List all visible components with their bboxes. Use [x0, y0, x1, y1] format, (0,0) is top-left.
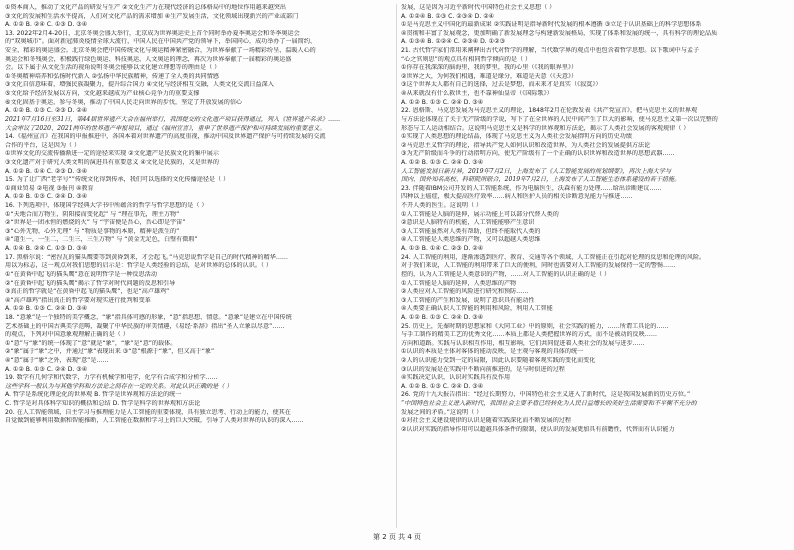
text-line: 26. 党的十九大报告指出：“经过长期努力，中国特色社会主义进入了新时代，这是我国发展新的历史方位。”: [401, 391, 691, 399]
text-line: ④从来就没有什么救世主，也不靠神仙皇帝（《国际歌》）: [401, 90, 553, 98]
text-line: A. ①② B. ①③ C. ②④ D. ③④: [5, 365, 88, 373]
text-line: ①“意”与“象”的统一体现了“意”就是“象”，“象”是“意”的载体。: [5, 339, 177, 347]
text-line: ②“象”属于“象”之中，并通过“象”表现出来 ③“意”根源于“象”，但又高于“象”: [5, 348, 215, 356]
text-line: 国内、国外知名高校、科研院所联合，2019年7月2日，上海发布了人工智能生态体系建设的若干措施。: [401, 176, 681, 184]
text-line: ②马克思主义哲学的理论，指导共产党人如何认识和改造世界，为人类社会的发展提供方法论: [401, 141, 651, 149]
text-line: ①人工智能是人脑的延伸，人类思维的产物: [401, 279, 517, 287]
text-line: A. ①② B. ①③ C. ②④ D. ③④: [401, 382, 484, 390]
text-line: 17. 黑格尔说：“密涅瓦的猫头鹰要等到黄昏到来，才会起飞。”马克思说哲学是自己的时代精神的精华……: [5, 253, 289, 261]
text-line: 18. “意象”是一个独特的美学概念，“象”指具体可感的形象，“意”指思想、情意。“意象”是建立在中国传统: [5, 313, 292, 321]
text-line: 控的，认为人工智能是人类意识的产物，……对人工智能的认识正确的是（ ）: [401, 270, 611, 278]
text-line: ③认识的发展是在实践中不断向前推进的，是与时俱进的过程: [401, 365, 565, 373]
text-line: ②人的认识能力受到一定的局限，因此认识要随着客观实践的变化而变化: [401, 356, 596, 364]
text-line: 与手工制作的精美工艺的优秀文化……本质上都是人类把握世界的方式，而不是被动的反映……: [401, 331, 657, 339]
text-line: 安全、精彩的奥运盛会。北京冬奥会把中国传统文化与奥运精神紧密融合，为世界奉献了一场精彩纷呈、温暖人心的: [5, 47, 316, 55]
text-line: ②认识对实践的指导作用可以超越具体条件的限制，使认识的发展更加具有前瞻性，代替而有认识能力: [401, 425, 675, 433]
text-line: ④实践决定认识，认识对实践具有反作用: [401, 374, 511, 382]
text-line: 25. 历史上，先秦时期的思想家和《大同工业》中的原则，社会实践的能力，……所谓工具论的……: [401, 322, 669, 330]
text-line: ④人工智能是人类思维的产物，又可以超越人类思维: [401, 236, 541, 244]
text-line: ②“在黄昏中起飞的猫头鹰”揭示了哲学对时代问题的反思和引导: [5, 279, 176, 287]
text-line: ③这个世界太人都有自己的选择，过去是梦想，而未来才是真实（《寂寞》）: [401, 81, 602, 89]
text-line: 19. 数学有几何学和代数学，力学有机械学和电学，化学有合成学和分析学……: [5, 374, 218, 382]
text-line: 人工智能发展日新月异，2019年7月2日，上海发布了《人工智能发展的规划纲要》，再次上海大学与: [401, 167, 672, 175]
text-line: 艺术基础上的中国古典美学范畴，凝聚了中华民族的审美情趣，《易经·系辞》指出“圣人立象以尽意”……: [5, 322, 285, 330]
text-line: 不开人类的医生。这说明（ ）: [401, 202, 483, 210]
text-line: “心之官则思”的观点具有相同哲学倾向的是（ ）: [401, 55, 532, 63]
text-line: 发展，这是因为习近平新时代中国特色社会主义思想（ ）: [401, 4, 556, 11]
text-line: A. ①② B. ①③ C. ②③ D. ②④: [5, 107, 88, 115]
text-line: ②世界之大，为何我们相遇，难道是缘分，难道是天意（《天意》）: [401, 72, 578, 80]
text-line: 14.《福州宣言》在我国的申报推进中，各国本着对世界遗产的高度重视，推动中国及世界遗产保护与可持续发展的交流: [5, 133, 326, 141]
text-line: 方向和道路。实践与认识相互作用，相互影响，它们共同促进着人类社会的发展与进步……: [401, 339, 645, 347]
text-line: ⑥文化固基于奥运，参与冬奥，推动了中国人民走向世界的步伐，坚定了开放发展的信心: [5, 98, 243, 106]
text-line: ⑤文化给予经济发展以方向，文化越来越成为产业核心竞争力的重要支撑: [5, 90, 200, 98]
text-line: ①是马克思主义中国化的最新成果 ②实践证明是指导新时代发展的根本遵循 ③立足于认识基础上的科学思想体系: [401, 21, 702, 29]
text-line: ①“天地合而万物生，阴阳接而变化起” 与 “理在事先，理主万物”: [5, 210, 180, 218]
text-line: 与方法论体现在了关于无产阶级的学说，写下了在全世界的人民中间产生了巨大的影响，使马克思主义第一次以完整的: [401, 115, 718, 123]
text-line: ①冬奥精神培养和弘扬时代新人 ②弘扬中华民族精神，传递了全人类的共同情感: [5, 72, 219, 80]
text-line: ④“意”属于“象”之外，表现“意”是……: [5, 356, 109, 364]
text-line: 大会审议了2020、2021两年的世界遗产申报项目，通过《福州宣言》，重申了世界遗产保护和可持续发展的重要意义。: [5, 124, 326, 132]
text-line: A. ①② B. ②④ C. ①③ D. ③④: [5, 21, 88, 29]
text-line: ③“心外无物，心外无理” 与 “物质是事物的本原，精神是派生的”: [5, 227, 180, 235]
text-line: 2021年7月16日至31日，第44届世界遗产大会在福州举行，我国提交的文化遗产项目获得通过，列入《世界遗产名录》……: [5, 115, 341, 123]
text-line: A. ①② B. ①③ C. ②④ D. ③④: [401, 313, 484, 321]
column-divider: [396, 4, 397, 528]
text-line: A. ①② B. ①③ C. ②④ D. ③④: [5, 193, 88, 201]
text-line: ③文化的发展和生活水平提高，人们对文化产品的需求增加 ④生产发展生活，文化领域出现新兴的产业或部门: [5, 12, 299, 20]
text-line: ③人工智能的产生和发展，说明了意识具有能动性: [401, 296, 535, 304]
text-line: A. ①② B. ①③ C. ②④ D. ③④: [401, 158, 484, 166]
text-line: 16. 下列选项中，体现国学经典大学书中所蕴含的哲学与哲学思想的是（ ）: [5, 202, 208, 210]
text-line: ④贯彻和丰富了发展观念，更加明确了新发展理念与构建新发展格局，实现了体系和发展的统一，具有科学的理论品质: [401, 29, 718, 37]
text-line: 24. 人工智能的利用，逐渐渗透到医疗、教育、交通等各个领域，人工智能正在引起对伦理的反思和伦理的风险。: [401, 253, 706, 261]
text-line: 四种以上癌症，极大提高医疗效率……病人和医护人员的相关诊断意见能力与推进……: [401, 193, 633, 201]
text-line: ③为无产阶级而斗争的行动指明方向，使无产阶级有了一个正确的认识世界和改造世界的思想武器……: [401, 150, 675, 158]
text-line: ②意识是人脑特有的机能，人工智能能够产生意识: [401, 219, 535, 227]
text-line: ④“高卢雄鸡”指出真正的哲学要对现实进行批判和变革: [5, 296, 151, 304]
text-line: A. ①② B. ①③ C. ②④ D. ③④: [5, 305, 88, 313]
text-line: ③文化自信意味着，增强民族凝聚力，提升综合国力 ④文化与经济相互交融，人类文化交流日益深入: [5, 81, 274, 89]
text-line: 13. 2022年2月4-20日，北京冬奥会盛大举行，北京成为世界奥运史上首个同时举办夏季奥运会和冬季奥运会: [5, 29, 300, 37]
text-line: 对于我们来说，人工智能的利用带来了巨大的便利，同时也需要对人工智能的发展保持一定的警惕……: [401, 262, 676, 270]
text-line: ①“在黄昏中起飞的猫头鹰”意在说明哲学是一种反思活动: [5, 270, 157, 278]
text-line: ①资本商人，推动了文化产品的研发与生产 ②文化生产力在现代经济的总体格局中的地位作用越来越突出: [5, 4, 286, 11]
text-line: A. 哲学是系统化理论化的世界观 B. 哲学是世界观和方法论的统一: [5, 391, 182, 399]
text-line: 自觉做到能够利用数据和智能推断，人工智能在数据和学习上的巨大突破，引导了人类对世界的认识的深入……: [5, 417, 304, 425]
text-line: ①你存在我深深的脑海里，我的梦里，我的心里（《我的眼界里》）: [401, 64, 578, 72]
text-line: ①商业贸易 ②电视 ③报刊 ④教育: [5, 184, 94, 192]
text-line: ④人类要正确认识人工智能的利用和风险，利用人工智能: [401, 305, 553, 313]
text-line: 23. 伴随着IBM公司开发的人工智能系统，作为电脑医生，沃森有能力处理……给出诊断建议……: [401, 184, 662, 192]
text-line: A. ①③④ B. ①②④ C. ②③④ D. ①②③: [401, 38, 506, 46]
text-line: ③真正的哲学就是“在黄昏中起飞的猫头鹰”，也是“高卢雄鸡”: [5, 288, 170, 296]
text-line: ①世界文化的交流传播渐进一定的途径来实现 ②文化遗产是民族文化的集中展示: [5, 150, 219, 158]
text-line: 合作的平台，这是因为（ ）: [5, 141, 81, 149]
text-line: 用以为标志，这一观点对我们思想的启示是：哲学是人类经验的总结，是对世界的总体的认识。（ ）: [5, 262, 273, 270]
text-line: ②“世界是一团永恒的燃烧的火” 与 “宇宙便是吾心，吾心即是宇宙”: [5, 219, 186, 227]
text-line: 21. 古代哲学家们常用来阐释出古代对哲学的理解，当代数学界的观点中也包含着哲学思想。以下歌词中与孟子: [401, 47, 700, 55]
text-line: ③文化遗产对于研究人类文明的演进具有重要意义 ④文化是民族的，又是世界的: [5, 158, 219, 166]
text-line: A. ①②④ B. ①③ C. ②③④ D. ②④: [401, 12, 495, 20]
text-line: C. 哲学是对具体科学知识的概括和总结 D. 哲学是科学的世界观和方法论: [5, 400, 201, 408]
text-line: 20. 在人工智能领域，自主学习与推理能力是人工智能的重要体现，具有独立思考、行动上的能力，使其在: [5, 408, 291, 416]
text-line: A. ①② B. ①③ C. ②④ D. ③④: [401, 98, 484, 106]
left-column: [5, 4, 391, 528]
text-line: ④“道生一，一生二，二生三，三生万物” 与 “黄金无足色，白璧有微瑕”: [5, 236, 198, 244]
text-line: ②人类应对人工智能的风险进行研究和预防……: [401, 288, 529, 296]
text-line: “中国特色社会主义进入新时代，我国社会主要矛盾已经转化为人民日益增长的美好生活需要和不平衡不充分的: [401, 400, 697, 408]
text-line: ①认识的本质是主体对客体的能动反映，是主观与客观的具体的统一: [401, 348, 584, 356]
text-line: ①人工智能是人脑的延伸，展示功能上可以部分代替人类的: [401, 210, 559, 218]
right-column: [401, 4, 787, 528]
text-line: ①对社会主义建设规律的认识是随着实践深化而不断发展的过程: [401, 417, 571, 425]
text-line: 发展之间的矛盾。”这说明（ ）: [401, 408, 483, 416]
text-line: 形态与工人运动相结合。这说明马克思主义是科学的世界观和方法论，揭示了人类社会发展的客观规律（ ）: [401, 124, 690, 132]
text-line: 会。以下属于从文化生活的视角说明冬奥会能够以文化建立理想等的理由是（ ）: [5, 64, 221, 72]
text-line: 的观点，下列对中国意象观理解正确的是（ ）: [5, 331, 129, 339]
text-line: ①实现了人类思想的理论结晶，体现了马克思主义为人类社会发展指明方向的历史功绩: [401, 133, 632, 141]
text-line: 22. 恩格斯、马克思发展为马克思主义的理论，1848年2月在伦敦发表《共产党宣言》，把马克思主义的世界观: [401, 107, 698, 115]
text-line: 这些学科一般认为与其他学科和方法论之间存在一定的关系。对此认识正确的是（ ）: [5, 382, 233, 390]
text-line: 15. 为了让广西“老字号””传统文化得到传承，我们可以选择的文化传播途径是（ ）: [5, 176, 230, 184]
text-line: A. ①② B. ①④ C. ②③ D. ③④: [5, 167, 88, 175]
text-line: 奥运会和冬残奥会，积极践行绿色奥运、科技奥运、人文奥运的理念，再次为世界奉献了一届精彩的奥运盛: [5, 55, 292, 63]
text-line: A. ①③ B. ①④ C. ②③ D. ②④: [401, 245, 484, 253]
page-footer: 第 2 页 共 4 页: [372, 533, 422, 541]
text-line: 的“双奥城市”。面对新冠肺炎疫情全球大流行，中国人民在中国共产党的领导下，举国同心，成功举办了一届简约、: [5, 38, 317, 46]
text-line: A. ①④ B. ②④ C. ①③ D. ③④: [5, 245, 88, 253]
text-line: ③人工智能虽然对人类有帮助，但终不能取代人类的: [401, 227, 541, 235]
